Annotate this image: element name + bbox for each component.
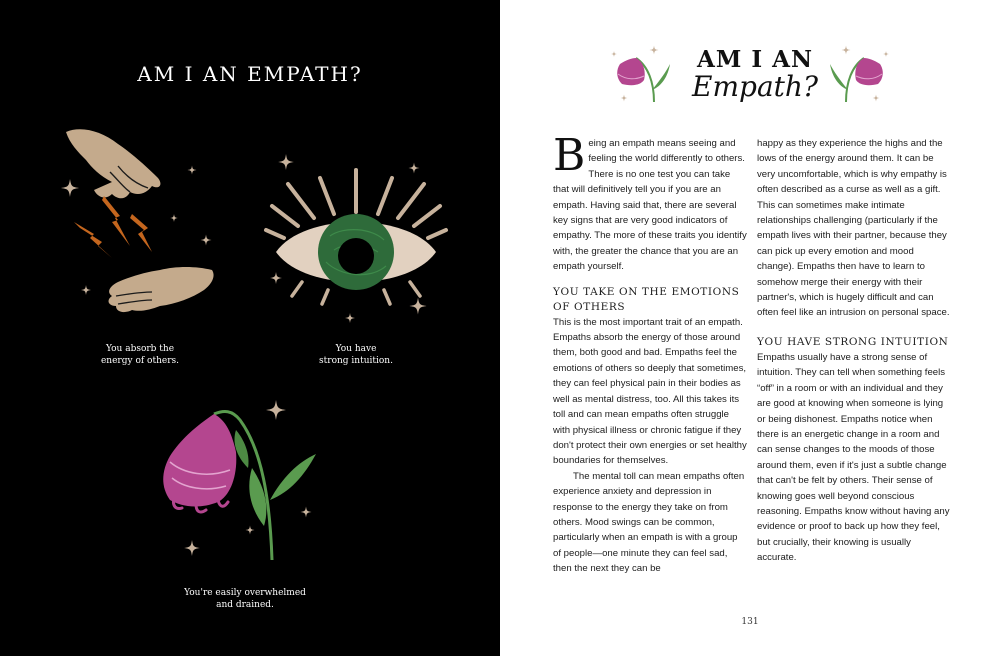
section-heading-emotions: YOU TAKE ON THE EMOTIONS OF OTHERS <box>553 285 740 313</box>
section-heading-intuition: YOU HAVE STRONG INTUITION <box>757 335 949 348</box>
wilted-flower-icon <box>163 400 316 560</box>
section2-paragraph1: Empaths usually have a strong sense of intuition. They can tell when something feels “off” in a room or with an individual and they are good at knowing when someone is lying or being dishonest. Empaths notice when there is an energetic change in a room and can sense changes to the moods of those around them, even if it's just a subtle change that can't be felt by others. Their sense of knowing goes well beyond conscious reasoning. Empaths know without having any evidence or proof to back up how they feel, but crucially, their knowing is usually accurate. <box>757 351 950 564</box>
caption-strong-intuition: You have strong intuition. <box>319 344 393 366</box>
right-title-line2: Empath? <box>692 70 818 103</box>
section1-paragraph2-end: happy as they experience the highs and the lows of the energy around them. It can be very uncomfortable, which is why empathy is often described as a curse as well as a gift. This can sometimes make intimate relationships challenging (particularly if the empath lives with their partner, because they can pick up every emotion and mood change). Empaths then have to learn to somehow merge their energy with their partner's, which is hugely difficult and can often feel like an intrusion on personal space. <box>757 138 950 319</box>
intro-text: eing an empath means seeing and feeling the world differently to others. There is no one test you can take that will definitively tell you if you are an empath. Having said that, there are several key signs that are very good indicators of empathy. The more of these traits you identify with, the greater the chance that you are an empath yourself. <box>553 138 747 273</box>
section1-paragraph1: This is the most important trait of an empath. Empaths absorb the energy of those around them, both good and bad. Empaths feel the emotions of others so deeply that sometimes, they can feel physical pain in their bodies as well as mental distress, too. All this takes its toll and can mean empaths often struggle with physical illness or chronic fatigue if they don't protect their own energies or set healthy boundaries for themselves. <box>553 316 747 467</box>
right-title-line1: AM I AN <box>697 46 813 73</box>
eye-icon <box>266 154 446 323</box>
caption-absorb-energy: You absorb the energy of others. <box>100 344 179 366</box>
left-page-title: AM I AN EMPATH? <box>137 62 363 86</box>
page-number: 131 <box>741 617 759 627</box>
hands-lightning-icon <box>61 129 214 312</box>
section1-paragraph2-start: The mental toll can mean empaths often experience anxiety and depression in response to the energy they take on from others. Mood swings can be common, particularly when an empath is with a group of people—one minute they can feel sad, then the next they can be <box>553 470 745 575</box>
caption-overwhelmed: You're easily overwhelmed and drained. <box>184 588 306 610</box>
text-column-1 <box>553 130 747 577</box>
text-column-2 <box>757 136 951 566</box>
intro-paragraph <box>553 130 747 275</box>
drop-cap: B <box>553 130 586 181</box>
